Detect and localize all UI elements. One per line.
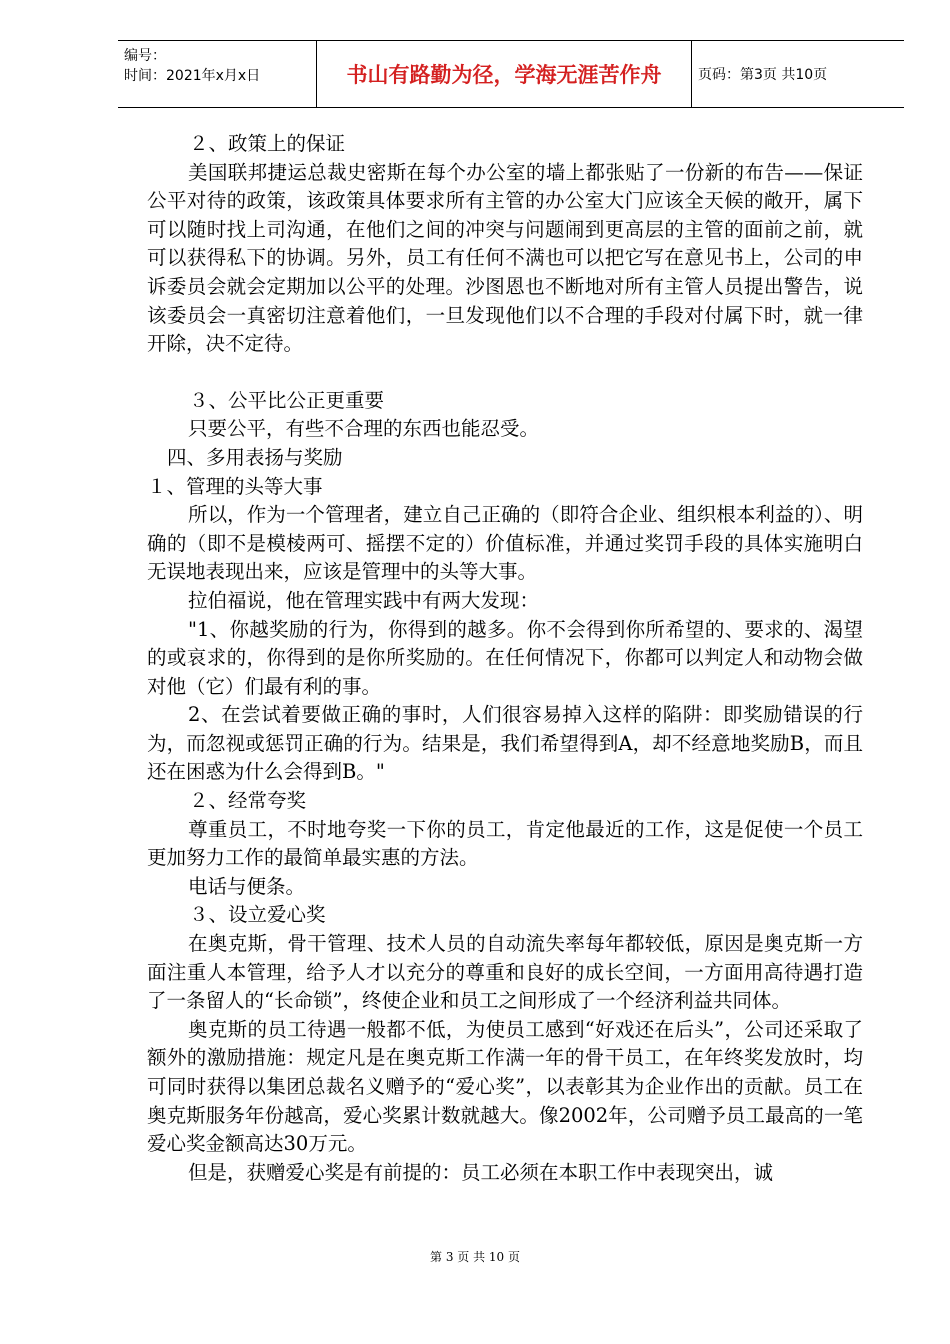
paragraph: 拉伯福说，他在管理实践中有两大发现： <box>188 588 540 612</box>
section-heading: ３、公平比公正更重要 <box>189 388 385 412</box>
section-heading: １、管理的头等大事 <box>147 474 323 498</box>
header-left-cell <box>118 41 316 107</box>
quote-paragraph: "1、你越奖励的行为，你得到的越多。你不会得到你所希望的、要求的、渴望的或哀求的，你得到的是你所奖励的。在任何情况下，你都可以判定人和动物会做对他（它）们最有利的事。 <box>147 617 863 698</box>
paragraph: 在奥克斯，骨干管理、技术人员的自动流失率每年都较低，原因是奥克斯一方面注重人本管理，给予人才以充分的尊重和良好的成长空间，一方面用高待遇打造了一条留人的“长命锁”，终使企业和员工之间形成了一个经济利益共同体。 <box>147 932 863 1013</box>
paragraph: 电话与便条。 <box>188 874 306 898</box>
section-heading: ２、经常夸奖 <box>189 789 307 813</box>
paragraph: 美国联邦捷运总裁史密斯在每个办公室的墙上都张贴了一份新的布告——保证公平对待的政策，该政策具体要求所有主管的办公室大门应该全天候的敞开，属下可以随时找上司沟通，在他们之间的冲突与问题闹到更高层的主管的面前之前，就可以获得私下的协调。另外，员工有任何不满也可以把它写在意见书上，公司的申诉委员会就会定期加以公平的处理。沙图恩也不断地对所有主管人员提出警告，说该委员会一真密切注意着他们，一旦发现他们以不合理的手段对付属下时，就一律开除，决不定待。 <box>147 160 863 356</box>
document-body <box>147 130 863 1187</box>
number-label: 编号： <box>124 48 166 64</box>
page-header <box>118 40 904 108</box>
paragraph: 但是，获赠爱心奖是有前提的：员工必须在本职工作中表现突出，诚 <box>188 1160 774 1184</box>
paragraph: 尊重员工，不时地夸奖一下你的员工，肯定他最近的工作，这是促使一个员工更加努力工作的最简单最实惠的方法。 <box>147 817 863 870</box>
header-motto-cell <box>316 41 692 107</box>
motto-text: 书山有路勤为径，学海无涯苦作舟 <box>346 63 662 87</box>
paragraph: 只要公平，有些不合理的东西也能忍受。 <box>188 417 540 441</box>
page-number-label: 页码：第3页 共10页 <box>698 67 828 83</box>
time-label: 时间：2021年x月x日 <box>124 68 261 84</box>
chapter-heading: 四、多用表扬与奖励 <box>167 445 343 469</box>
header-right-cell <box>690 41 904 107</box>
quote-paragraph: 2、在尝试着要做正确的事时，人们很容易掉入这样的陷阱：即奖励错误的行为，而忽视或惩罚正确的行为。结果是，我们希望得到A，却不经意地奖励B，而且还在困惑为什么会得到B。" <box>147 703 863 784</box>
section-heading: ２、政策上的保证 <box>189 132 346 155</box>
paragraph: 所以，作为一个管理者，建立自己正确的（即符合企业、组织根本利益的）、明确的（即不是模棱两可、摇摆不定的）价值标准，并通过奖罚手段的具体实施明白无误地表现出来，应该是管理中的头等大事。 <box>147 503 863 584</box>
section-heading: ３、设立爱心奖 <box>189 903 326 927</box>
paragraph: 奥克斯的员工待遇一般都不低，为使员工感到“好戏还在后头”，公司还采取了额外的激励措施：规定凡是在奥克斯工作满一年的骨干员工，在年终奖发放时，均可同时获得以集团总裁名义赠予的“爱心奖”，以表彰其为企业作出的贡献。员工在奥克斯服务年份越高，爱心奖累计数就越大。像2002年，公司赠予员工最高的一笔爱心奖金额高达30万元。 <box>147 1017 863 1156</box>
page-footer: 第 3 页 共 10 页 <box>430 1250 520 1264</box>
